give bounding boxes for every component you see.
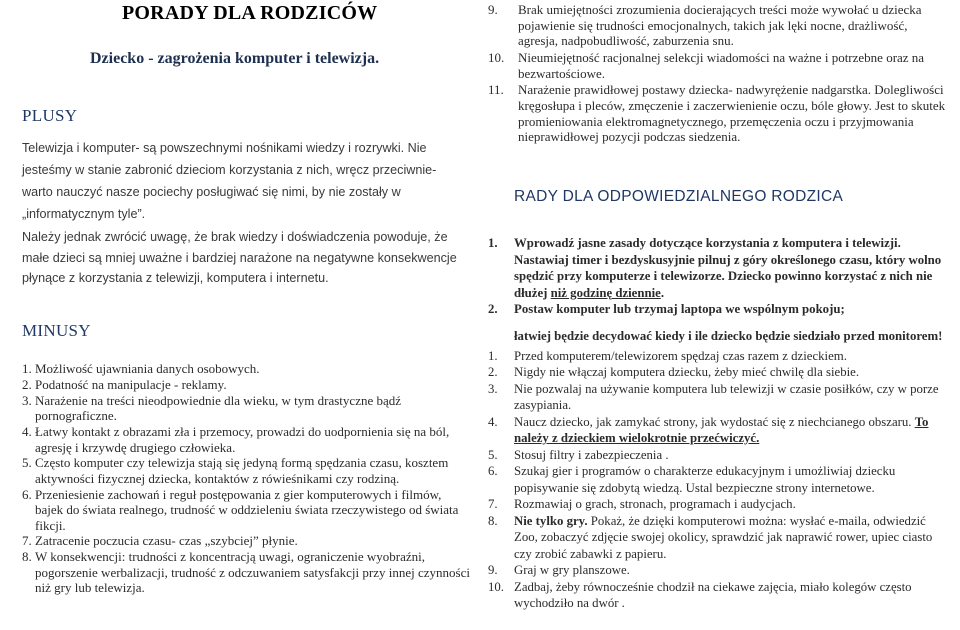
- list-item: 4. Naucz dziecko, jak zamykać strony, jak wydostać się z niechcianego obszaru. To należy z dzieckiem wielokrotnie przećwiczyć.: [488, 414, 929, 445]
- list-item: 9. Graj w gry planszowe.: [488, 563, 630, 577]
- page-subtitle: Dziecko - zagrożenia komputer i telewizja.: [90, 50, 380, 67]
- list-item: 7. Zatracenie poczucia czasu- czas „szybciej” płynie.: [22, 533, 298, 549]
- plusy-paragraph-1: Telewizja i komputer- są powszechnymi nośnikami wiedzy i rozrywki. Nie jesteśmy w stanie zabronić dzieciom korzystania z nich, wręcz przeciwnie- warto nauczyć nasze pociechy posługiwać się nimi, by nie zostały w „informatycznym tyle”.: [22, 141, 437, 221]
- minusy-heading: MINUSY: [22, 321, 91, 340]
- rady-heading: RADY DLA ODPOWIEDZIALNEGO RODZICA: [514, 188, 844, 205]
- right-column: [488, 0, 950, 630]
- list-item: 5. Często komputer czy telewizja stają się jedyną formą spędzania czasu, kosztem aktywności fizycznej dziecka, kontaktów z rówieśnikami czy rodziną.: [22, 455, 449, 486]
- left-column: [22, 0, 470, 630]
- list-item: 2. Postaw komputer lub trzymaj laptopa we wspólnym pokoju; łatwiej będzie decydować kiedy i ile dziecko będzie siedziało przed monitorem!: [488, 302, 943, 343]
- minusy-list-continued: [488, 2, 950, 146]
- list-item: 11. Narażenie prawidłowej postawy dziecka- nadwyrężenie nadgarstka. Dolegliwości kręgosłupa i pleców, zmęczenie i zaczerwienienie oczu, bóle głowy. Jest to skutek promieniowania elektromagnetycznego, przemęczenia oczu i przyjmowania nieprawidłowej pozycji podczas siedzenia.: [488, 82, 946, 145]
- list-item: 2. Nigdy nie włączaj komputera dziecku, żeby mieć chwilę dla siebie.: [488, 365, 860, 379]
- minusy-list: [22, 361, 470, 596]
- page-title: PORADY DLA RODZICÓW: [122, 2, 378, 24]
- list-item: 9. Brak umiejętności zrozumienia docierających treści może wywołać u dziecka pojawienie się trudności emocjonalnych, takich jak lęki nocne, drażliwość, agresja, nadpobudliwość, zaburzenia snu.: [488, 2, 922, 49]
- list-item: 8. Nie tylko gry. Pokaż, że dzięki komputerowi można: wysłać e-maila, odwiedzić Zoo, zobaczyć zdjęcie swojej okolicy, sprawdzić jak naprawić rower, upiec ciasto czy zrobić zabawki z papieru.: [488, 513, 933, 561]
- list-item: 5. Stosuj filtry i zabezpieczenia .: [488, 447, 669, 462]
- list-item: 10. Zadbaj, żeby równocześnie chodził na ciekawe zajęcia, miało kolegów często wychodziło na dwór .: [488, 579, 912, 610]
- list-item: 6. Przeniesienie zachowań i reguł postępowania z gier komputerowych i filmów, bajek do świata realnego, trudność w oddzieleniu świata rzeczywistego od świata fikcji.: [22, 486, 459, 533]
- list-item: 1. Możliwość ujawniania danych osobowych.: [22, 361, 260, 376]
- list-item: 3. Narażenie na treści nieodpowiednie dla wieku, w tym drastyczne bądź pornograficzne.: [22, 392, 402, 424]
- rady-list: [488, 235, 950, 612]
- list-item: 10. Nieumiejętność racjonalnej selekcji wiadomości na ważne i potrzebne oraz na bezwartościowe.: [488, 49, 925, 81]
- plusy-heading: PLUSY: [22, 106, 78, 125]
- list-item: 7. Rozmawiaj o grach, stronach, programach i audycjach.: [488, 497, 796, 511]
- plusy-paragraph-2: Należy jednak zwrócić uwagę, że brak wiedzy i doświadczenia powoduje, że małe dzieci są mniej uważne i bardziej narażone na negatywne konsekwencje płynące z korzystania z telewizji, komputera i internetu.: [22, 230, 457, 285]
- list-item: 2. Podatność na manipulacje - reklamy.: [22, 376, 227, 392]
- list-item: 1. Wprowadź jasne zasady dotyczące korzystania z komputera i telewizji. Nastawiaj timer i bezdyskusyjnie pilnuj z góry określonego czasu, który wolno spędzić przy komputerze i telewizorze. Dziecko powinno korzystać z nich nie dłużej niż godzinę dziennie.: [488, 236, 942, 300]
- list-item: 4. Łatwy kontakt z obrazami zła i przemocy, prowadzi do uodpornienia się na ból, agresję i krzywdę drugiego człowieka.: [22, 424, 450, 455]
- list-item: 6. Szukaj gier i programów o charakterze edukacyjnym i umożliwiaj dziecku popisywanie się zdobytą wiedzą. Ustal bezpieczne strony internetowe.: [488, 464, 896, 495]
- list-item: 8. W konsekwencji: trudności z koncentracją uwagi, ograniczenie wyobraźni, pogorszenie werbalizacji, trudność z odczuwaniem satysfakcji przy innej czynności niż gry lub telewizja.: [22, 549, 470, 596]
- list-item: 3. Nie pozwalaj na używanie komputera lub telewizji w czasie posiłków, czy w porze zasypiania.: [488, 381, 939, 412]
- list-item: 1. Przed komputerem/telewizorem spędzaj czas razem z dzieckiem.: [488, 348, 847, 363]
